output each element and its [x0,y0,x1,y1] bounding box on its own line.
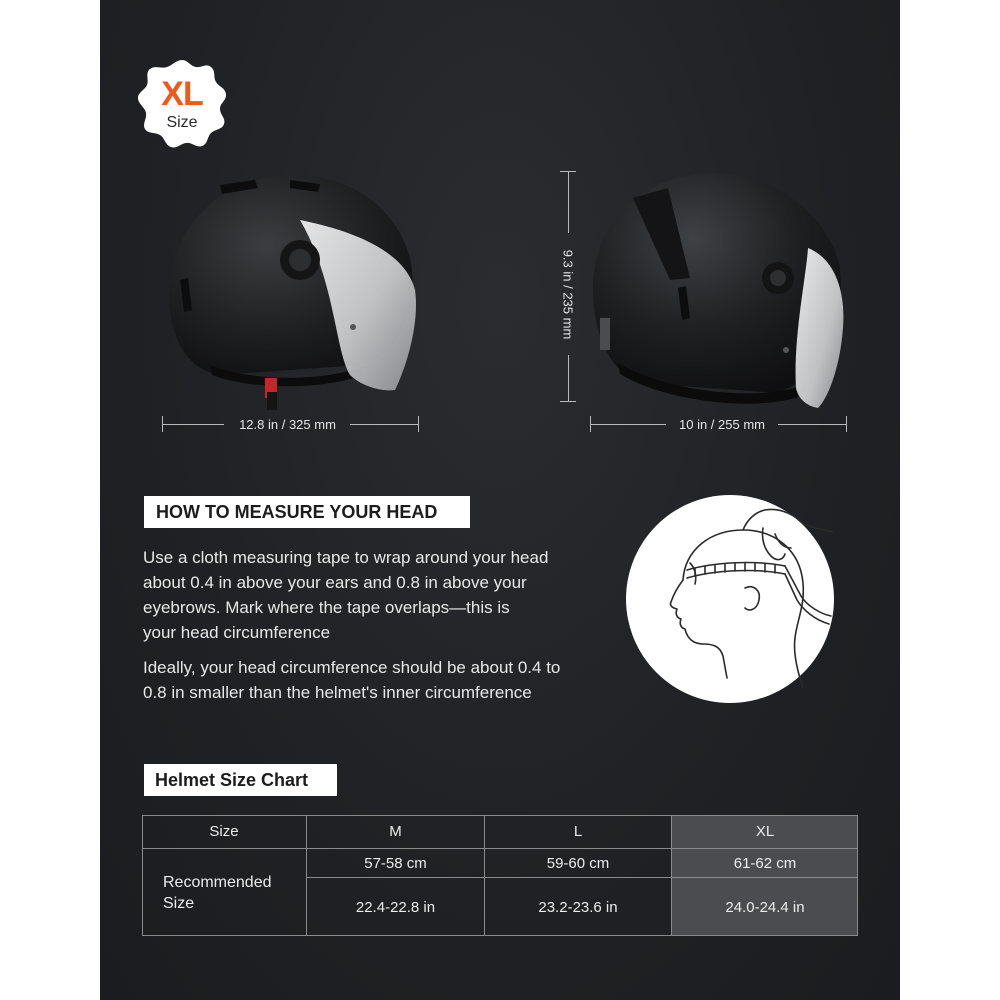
table-cell-m-in: 22.4-22.8 in [307,878,485,936]
table-cell-l-cm: 59-60 cm [485,849,672,878]
front-width-line-right [778,424,846,425]
front-width-tick-right [846,416,847,432]
xl-size-badge-icon [136,58,228,150]
table-header-l: L [485,815,672,849]
front-height-tick-top [560,171,576,172]
measure-instructions-line: Use a cloth measuring tape to wrap around your head [143,548,549,567]
table-cell-l-in: 23.2-23.6 in [485,878,672,936]
side-width-tick-left [162,416,163,432]
measure-guidance [143,655,613,705]
size-chart-heading: Helmet Size Chart [144,764,337,796]
side-width-line-left [162,424,224,425]
measure-guidance-line: Ideally, your head circumference should be about 0.4 to [143,658,561,677]
table-cell-xl-cm: 61-62 cm [672,849,858,878]
size-chart-table [142,815,858,936]
badge-size-text: XL [161,75,203,113]
front-width-tick-left [590,416,591,432]
measure-heading: HOW TO MEASURE YOUR HEAD [144,496,470,528]
front-height-tick-bottom [560,401,576,402]
front-height-line-bottom [568,355,569,401]
table-cell-xl-in: 24.0-24.4 in [672,878,858,936]
measure-guidance-line: 0.8 in smaller than the helmet's inner circumference [143,683,532,702]
front-width-label: 10 in / 255 mm [679,417,765,432]
row-label-line: Recommended [163,873,272,891]
side-width-label: 12.8 in / 325 mm [239,417,336,432]
row-label-line: Size [163,894,195,912]
measure-instructions-line: eyebrows. Mark where the tape overlaps—this is [143,598,510,617]
table-header-m: M [307,815,485,849]
front-height-label: 9.3 in / 235 mm [560,249,576,340]
table-header-size: Size [142,815,307,849]
table-row-label [142,849,307,936]
side-width-line-right [350,424,418,425]
measure-instructions-line: about 0.4 in above your ears and 0.8 in above your [143,573,527,592]
helmet-front-view-image [578,168,850,413]
badge-size-label: Size [166,114,198,131]
front-width-line-left [590,424,666,425]
helmet-side-view-image [150,160,430,415]
measure-instructions-line: your head circumference [143,623,331,642]
measure-instructions [143,545,613,645]
head-measuring-illustration [625,488,835,710]
product-panel [100,0,900,1000]
side-width-tick-right [418,416,419,432]
table-cell-m-cm: 57-58 cm [307,849,485,878]
table-header-xl: XL [672,815,858,849]
front-height-line-top [568,171,569,233]
